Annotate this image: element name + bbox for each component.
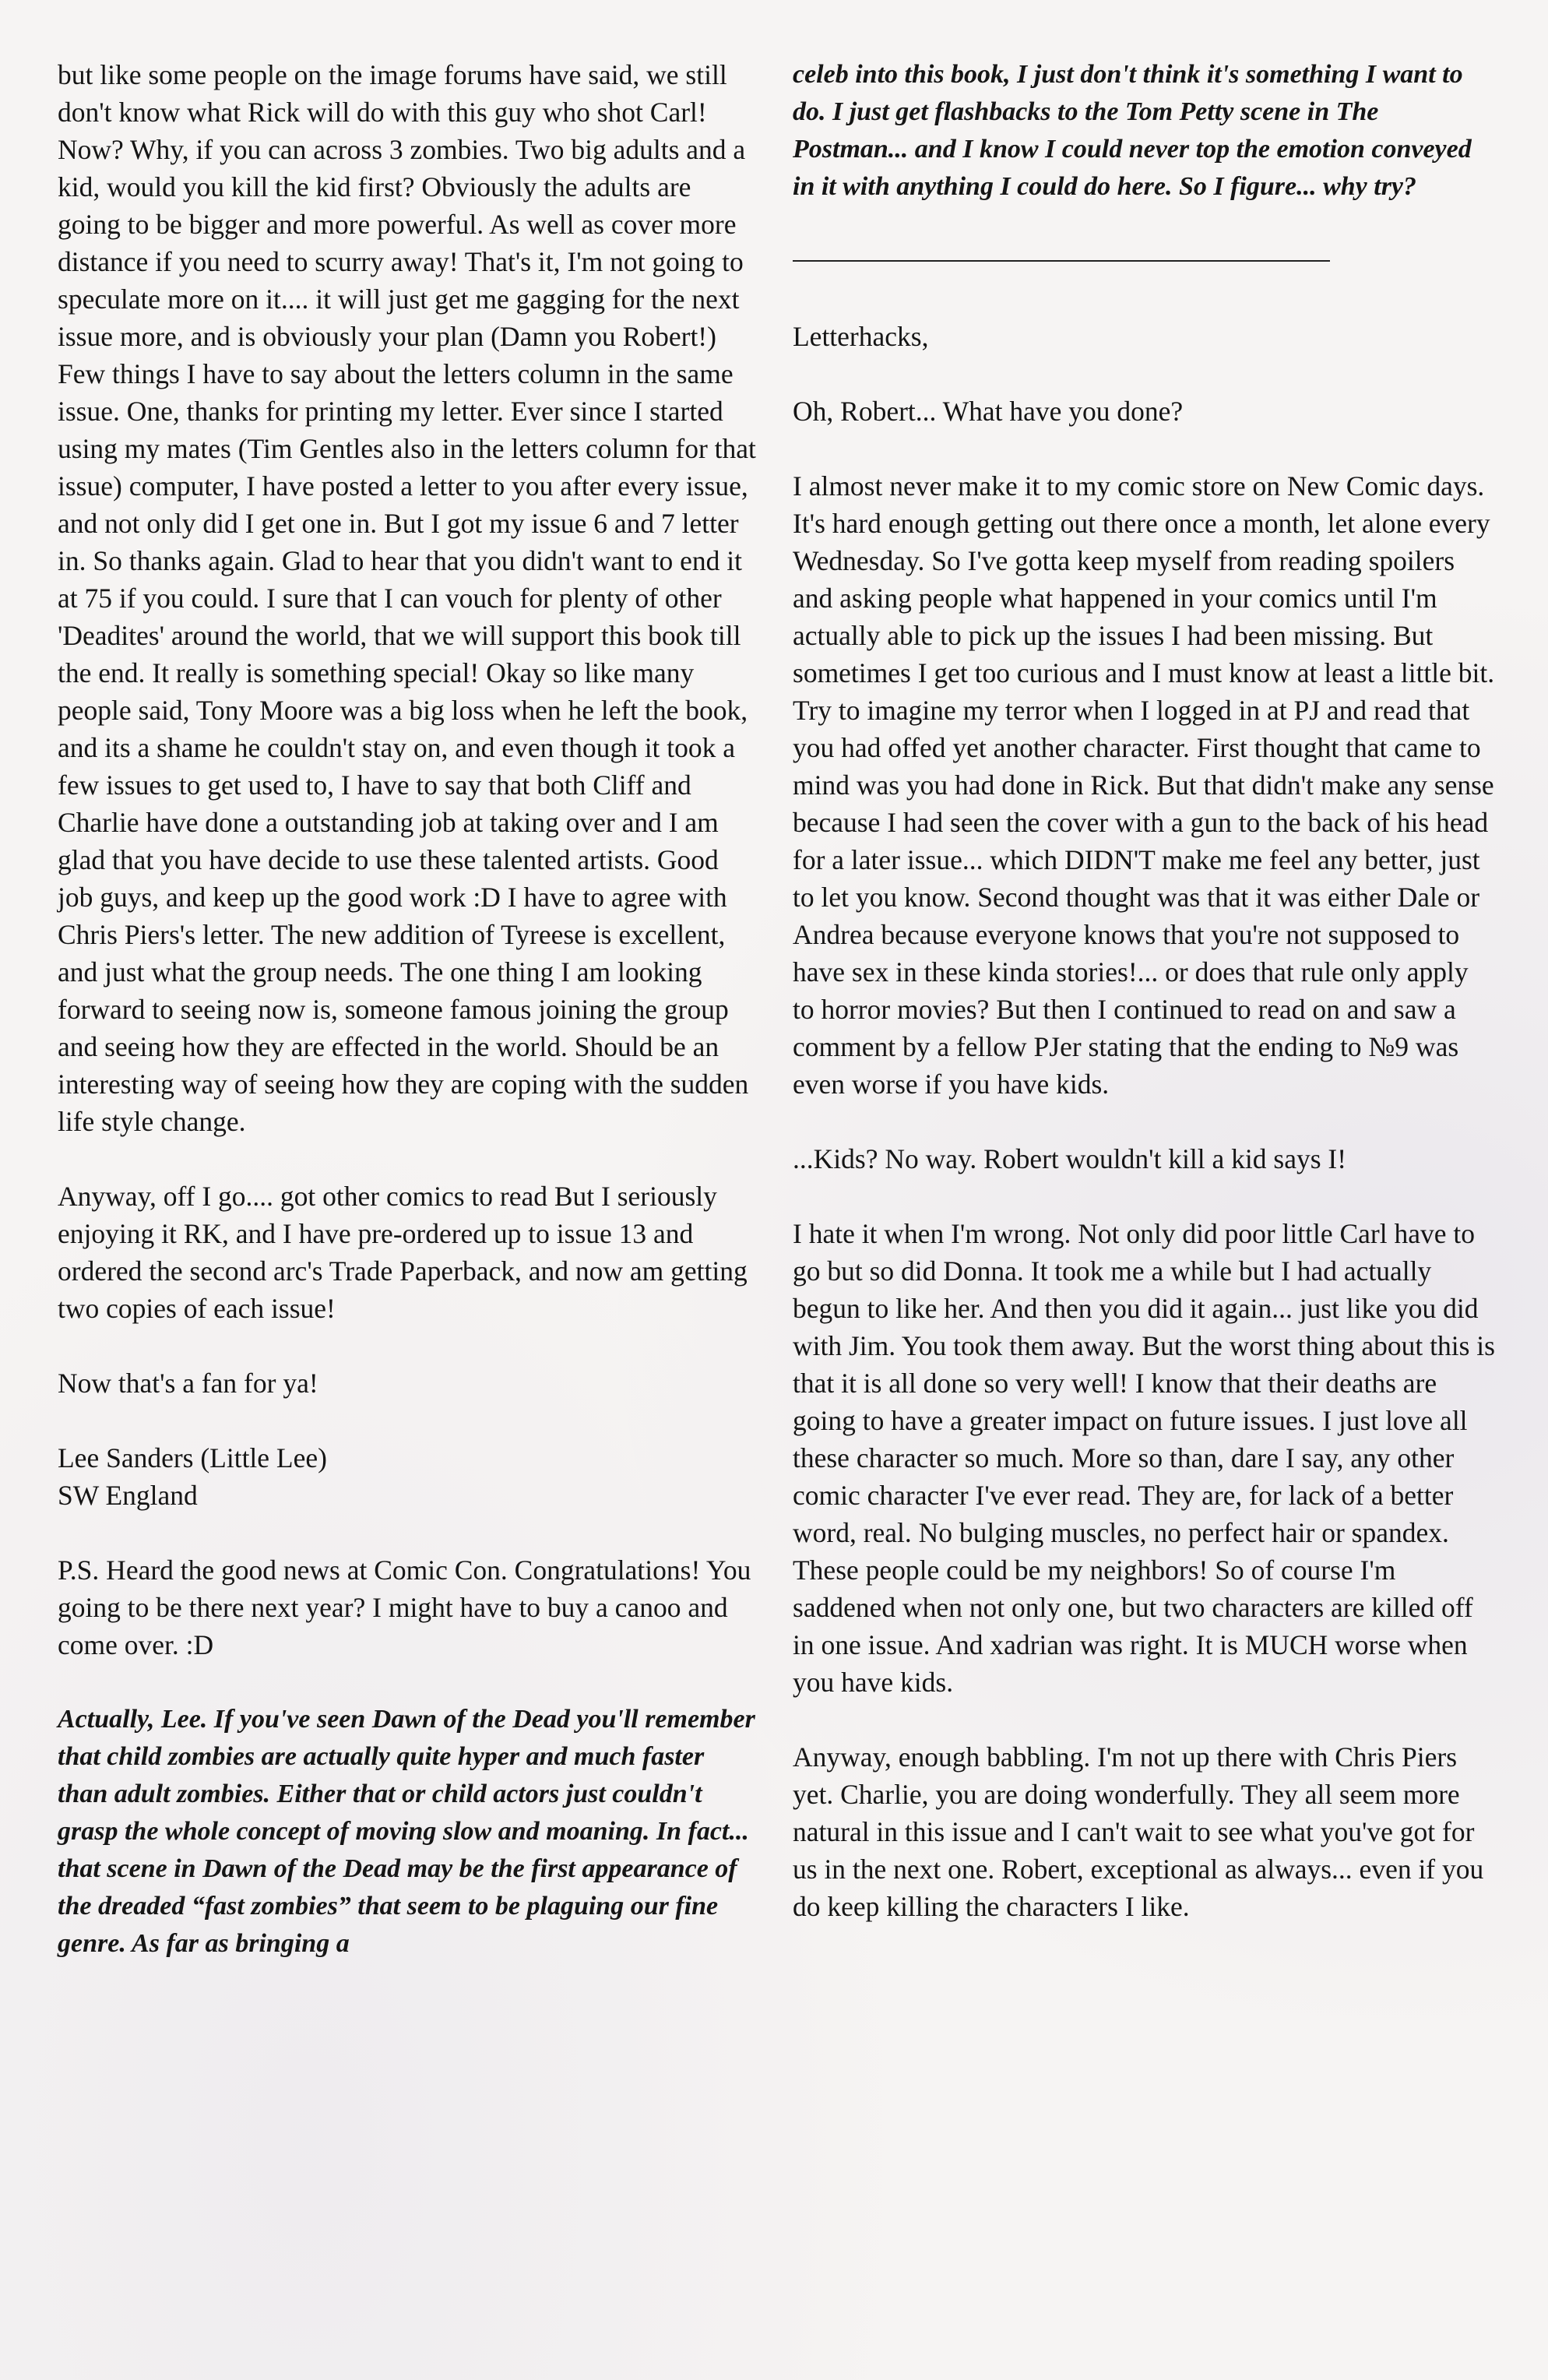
letter-paragraph: but like some people on the image forums have said, we still don't know what Rick will do with this guy who shot Carl! Now? Why, if you can across 3 zombies. Two big adults and a kid, would you kill the kid first? Obviously the adults are going to be bigger and more powerful. As well as cover more distance if you need to scurry away! That's it, I'm not going to speculate more on it.... it will just get me gagging for the next issue more, and is obviously your plan (Damn you Robert!) Few things I have to say about the letters column in the same issue. One, thanks for printing my letter. Ever since I started using my mates (Tim Gentles also in the letters column for that issue) computer, I have posted a letter to you after every issue, and not only did I get one in. But I got my issue 6 and 7 letter in. So thanks again. Glad to hear that you didn't want to end it at 75 if you could. I sure that I can vouch for plenty of other 'Deadites' around the world, that we will support this book till the end. It really is something special! Okay so like many people said, Tony Moore was a big loss when he left the book, and its a shame he couldn't stay on, and even though it took a few issues to get used to, I have to say that both Cliff and Charlie have done a outstanding job at taking over and I am glad that you have decide to use these talented artists. Good job guys, and keep up the good work :D I have to agree with Chris Piers's letter. The new addition of Tyreese is excellent, and just what the group needs. The one thing I am looking forward to seeing now is, someone famous joining the group and seeing how they are effected in the world. Should be an interesting way of seeing how they are coping with the sudden life style change. — [58, 59, 756, 1137]
letter-paragraph: Oh, Robert... What have you done? — [793, 396, 1184, 427]
letter-paragraph: ...Kids? No way. Robert wouldn't kill a kid says I! — [793, 1143, 1347, 1174]
section-divider — [793, 243, 1495, 280]
signature-location: SW England — [58, 1480, 198, 1511]
letter-paragraph: Anyway, enough babbling. I'm not up there with Chris Piers yet. Charlie, you are doing wonderfully. They all seem more natural in this issue and I can't wait to see what you've got for us in the next one. Robert, exceptional as always... even if you do keep killing the characters I like. — [793, 1741, 1484, 1922]
editor-reply-continued: celeb into this book, I just don't think it's something I want to do. I just get flashbacks to the Tom Petty scene in The Postman... and I know I could never top the emotion conveyed in it with anything I could do here. So I figure... why try? — [793, 60, 1472, 201]
letter-paragraph: Now that's a fan for ya! — [58, 1368, 318, 1399]
letter-paragraph: I almost never make it to my comic store on New Comic days. It's hard enough getting out there once a month, let alone every Wednesday. So I've gotta keep myself from reading spoilers and asking people what happened in your comics until I'm actually able to pick up the issues I had been missing. But sometimes I get too curious and I must know at least a little bit. Try to imagine my terror when I logged in at PJ and read that you had offed yet another character. First thought that came to mind was you had done in Rick. But that didn't make any sense because I had seen the cover with a gun to the back of his head for a later issue... which DIDN'T make me feel any better, just to let you know. Second thought was that it was either Dale or Andrea because everyone knows that you're not supposed to have sex in these kinda stories!... or does that rule only apply to horror movies? But then I continued to read on and saw a comment by a fellow PJer stating that the ending to №9 was even worse if you have kids. — [793, 470, 1495, 1100]
right-column — [793, 56, 1495, 1963]
editor-reply: Actually, Lee. If you've seen Dawn of the Dead you'll remember that child zombies are actually quite hyper and much faster than adult zombies. Either that or child actors just couldn't grasp the whole concept of moving slow and moaning. In fact... that scene in Dawn of the Dead may be the first appearance of the dreaded “fast zombies” that seem to be plaguing our fine genre. As far as bringing a — [58, 1705, 755, 1958]
salutation: Letterhacks, — [793, 321, 929, 352]
left-column — [58, 56, 758, 2000]
signature-name: Lee Sanders (Little Lee) — [58, 1442, 327, 1473]
postscript: P.S. Heard the good news at Comic Con. Congratulations! You going to be there next year? I might have to buy a canoo and come over. :D — [58, 1554, 751, 1660]
letter-paragraph: I hate it when I'm wrong. Not only did poor little Carl have to go but so did Donna. It took me a while but I had actually begun to like her. And then you did it again... just like you did with Jim. You took them away. But the worst thing about this is that it is all done so very well! I know that their deaths are going to have a greater impact on future issues. I just love all these character so much. More so than, dare I say, any other comic character I've ever read. They are, for lack of a better word, real. No bulging muscles, no perfect hair or spandex. These people could be my neighbors! So of course I'm saddened when not only one, but two characters are killed off in one issue. And xadrian was right. It is MUCH worse when you have kids. — [793, 1218, 1495, 1698]
letter-paragraph: Anyway, off I go.... got other comics to read But I seriously enjoying it RK, and I have pre-ordered up to issue 13 and ordered the second arc's Trade Paperback, and now am getting two copies of each issue! — [58, 1181, 748, 1324]
